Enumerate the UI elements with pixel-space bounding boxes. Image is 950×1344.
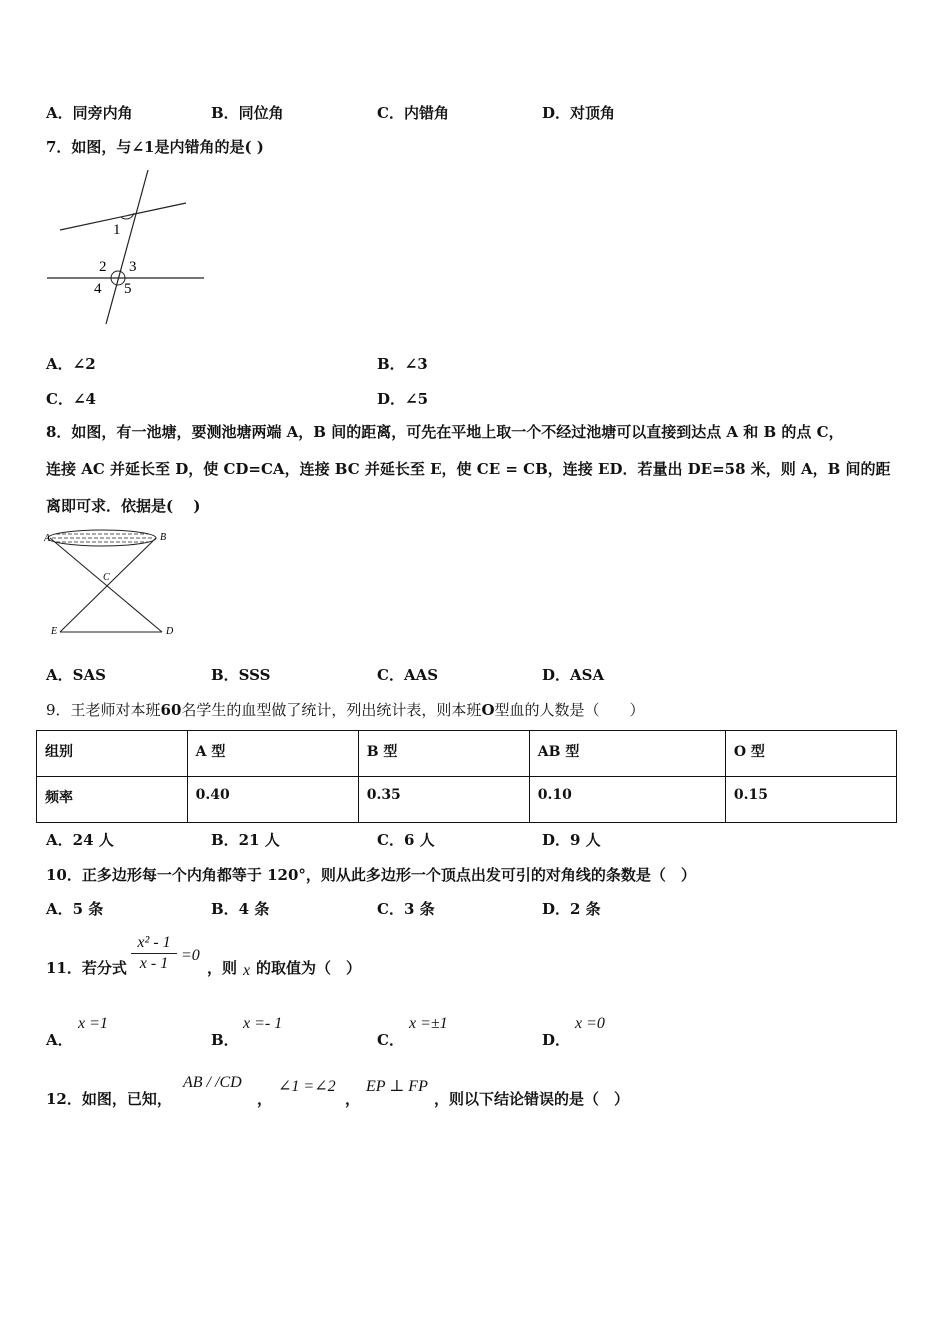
q6-option-c: C．内错角: [377, 104, 449, 122]
table-cell: 0.35: [358, 777, 529, 823]
q7-option-c: C．∠4: [46, 390, 96, 408]
q11-stem-mid: ，则: [207, 959, 238, 977]
q11-option-a-value: x =1: [78, 1015, 108, 1032]
q11-option-d-letter: D．: [542, 1031, 571, 1049]
q9-option-c: C．6 人: [377, 831, 435, 849]
q11-option-a-letter: A．: [46, 1031, 73, 1049]
q12-stem-suffix: ，则以下结论错误的是（ ）: [434, 1090, 630, 1108]
table-header-cell: 组别: [37, 731, 188, 777]
q12-stem-prefix: 12．如图，已知，: [46, 1090, 172, 1108]
q6-option-b: B．同位角: [211, 104, 284, 122]
q11-option-c-letter: C．: [377, 1031, 404, 1049]
q9-stem: 9．王老师对本班60名学生的血型做了统计，列出统计表，则本班O型血的人数是（ ）: [46, 701, 645, 719]
q7-option-d: D．∠5: [377, 390, 429, 408]
q10-stem: 10．正多边形每一个内角都等于 120°，则从此多边形一个顶点出发可引的对角线的条数是（ ）: [46, 866, 696, 884]
q9-option-b: B．21 人: [211, 831, 280, 849]
q11-variable: x: [243, 962, 251, 979]
q9-option-d: D．9 人: [542, 831, 601, 849]
blood-type-table: [36, 730, 897, 823]
q7-option-a: A．∠2: [46, 355, 96, 373]
q8-option-b: B．SSS: [211, 666, 271, 684]
q7-stem: 7．如图，与∠1是内错角的是( ): [46, 138, 264, 156]
q11-option-b-letter: B．: [211, 1031, 239, 1049]
q10-option-a: A．5 条: [46, 900, 104, 918]
table-cell: 0.10: [529, 777, 725, 823]
q12-cond-parallel: AB / /CD: [183, 1074, 242, 1091]
q7-label-4: 4: [94, 281, 102, 297]
q8-figure: [44, 528, 179, 640]
q10-option-c: C．3 条: [377, 900, 435, 918]
q7-label-1: 1: [113, 222, 121, 238]
q7-label-3: 3: [129, 259, 137, 275]
q10-option-b: B．4 条: [211, 900, 270, 918]
q11-option-d-value: x =0: [575, 1015, 605, 1032]
q8-label-c: C: [103, 572, 110, 583]
table-header-row: [37, 731, 897, 777]
q8-option-c: C．AAS: [377, 666, 439, 684]
q10-option-d: D．2 条: [542, 900, 601, 918]
table-header-cell: A 型: [187, 731, 358, 777]
q11-stem-suffix: 的取值为（ ）: [256, 959, 362, 977]
q7-label-2: 2: [99, 259, 107, 275]
q9-option-a: A．24 人: [46, 831, 114, 849]
table-cell: 频率: [37, 777, 188, 823]
q12-cond-perpendicular: EP ⊥ FP: [366, 1078, 428, 1095]
q11-numerator: x² - 1: [131, 934, 177, 954]
table-cell: 0.40: [187, 777, 358, 823]
table-header-cell: O 型: [725, 731, 896, 777]
q7-label-5: 5: [124, 281, 132, 297]
q8-label-b: B: [160, 532, 167, 543]
q11-stem-prefix: 11．若分式: [46, 959, 127, 977]
table-row: [37, 777, 897, 823]
q11-fraction: [131, 934, 177, 973]
q6-option-d: D．对顶角: [542, 104, 616, 122]
table-header-cell: AB 型: [529, 731, 725, 777]
q11-option-b-value: x =- 1: [243, 1015, 283, 1032]
table-cell: 0.15: [725, 777, 896, 823]
q8-stem: 8．如图，有一池塘，要测池塘两端 A，B 间的距离，可先在平地上取一个不经过池塘可以直接到达点 A 和 B 的点 C， 连接 AC 并延长至 D，使 CD=CA，连接 BC 并延长至 E，使 CE = CB，连接 ED．若量出 DE=58 米，则 A，B 间的距 离即可求．依据是( ): [46, 423, 891, 515]
q7-option-b: B．∠3: [377, 355, 428, 373]
q8-option-d: D．ASA: [542, 666, 605, 684]
q12-separator-1: ，: [257, 1090, 273, 1108]
q6-option-a: A．同旁内角: [46, 104, 133, 122]
q7-figure: [44, 168, 209, 328]
table-header-cell: B 型: [358, 731, 529, 777]
q12-separator-2: ，: [345, 1090, 361, 1108]
q8-label-d: D: [166, 626, 174, 637]
q8-label-a: A: [44, 533, 51, 544]
q11-equals: =0: [181, 947, 200, 964]
q8-label-e: E: [51, 626, 58, 637]
q12-cond-angles: ∠1 =∠2: [278, 1078, 336, 1095]
q8-option-a: A．SAS: [46, 666, 106, 684]
q11-option-c-value: x =±1: [409, 1015, 448, 1032]
q11-denominator: x - 1: [139, 955, 169, 972]
